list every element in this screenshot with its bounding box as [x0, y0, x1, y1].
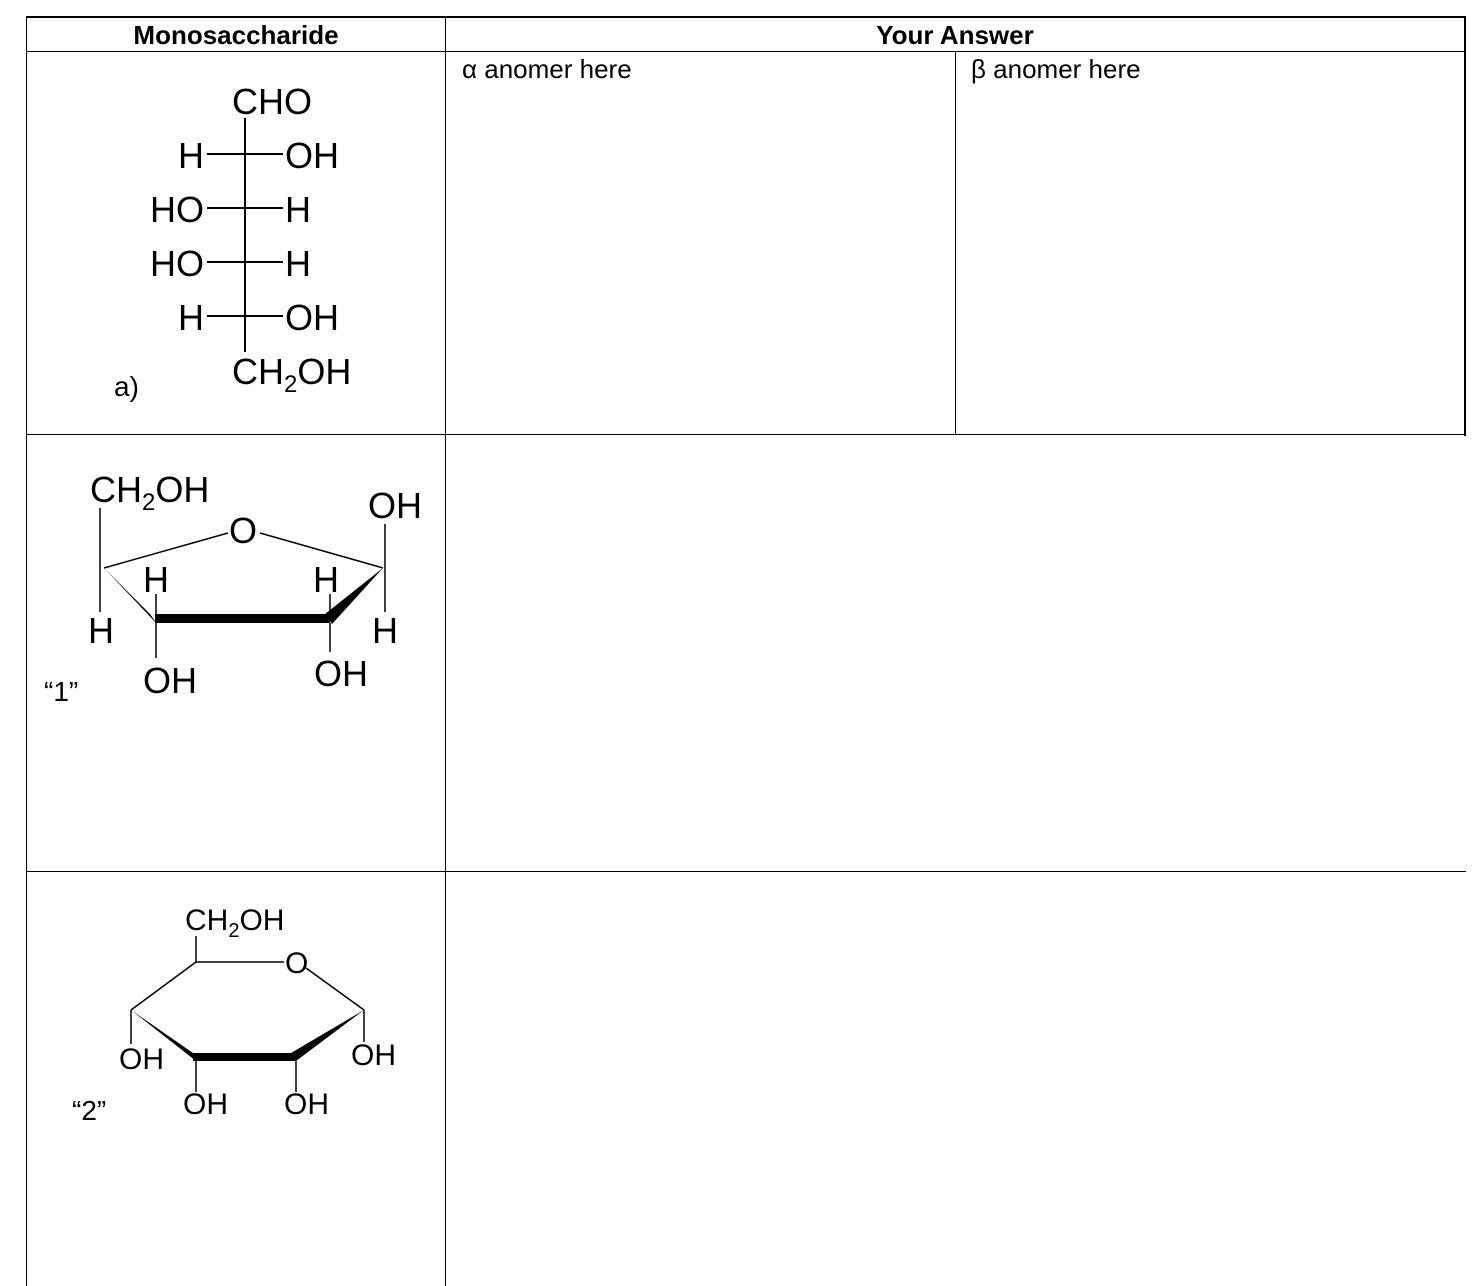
furanose-h-c1: H	[372, 610, 398, 651]
furanose-h-c4: H	[88, 610, 114, 651]
row-1-label: “1”	[44, 676, 79, 707]
pyranose-ring-o: O	[285, 947, 309, 980]
fischer-right-1: OH	[285, 135, 339, 176]
haworth-pyranose-2	[72, 904, 396, 1126]
furanose-anomeric-oh: OH	[368, 485, 422, 526]
haworth-furanose-1	[44, 469, 422, 707]
fischer-projection-a	[114, 81, 351, 402]
row-a-label: a)	[114, 371, 139, 402]
fischer-right-3: H	[285, 243, 311, 284]
pyranose-bond-c5-c4	[131, 962, 196, 1010]
furanose-h-c3: H	[143, 559, 169, 600]
fischer-left-3: HO	[150, 243, 204, 284]
furanose-oh-c2: OH	[314, 653, 368, 694]
furanose-ring-o: O	[229, 510, 258, 551]
row-2-label: “2”	[72, 1095, 107, 1126]
pyranose-oh-c4: OH	[119, 1043, 164, 1076]
furanose-ch2oh: $CH_2OH$	[90, 469, 210, 516]
pyranose-oh-c1: OH	[351, 1039, 396, 1072]
alpha-anomer-label: α anomer here	[462, 54, 632, 84]
fischer-top-cho: CHO	[232, 81, 312, 122]
furanose-oh-c3: OH	[143, 660, 197, 701]
header-your-answer: Your Answer	[876, 20, 1034, 50]
pyranose-ch2oh: $CH_2OH$	[185, 904, 285, 942]
beta-anomer-label: β anomer here	[971, 54, 1141, 84]
fischer-left-1: H	[178, 135, 204, 176]
pyranose-front-bond	[193, 1053, 296, 1061]
pyranose-oh-c2: OH	[284, 1088, 329, 1121]
fischer-right-4: OH	[285, 297, 339, 338]
fischer-bottom-ch2oh: $CH_2OH$	[232, 351, 352, 398]
fischer-left-4: H	[178, 297, 204, 338]
furanose-front-bond	[155, 614, 330, 623]
pyranose-oh-c3: OH	[183, 1088, 228, 1121]
fischer-left-2: HO	[150, 189, 204, 230]
fischer-right-2: H	[285, 189, 311, 230]
header-monosaccharide: Monosaccharide	[133, 20, 339, 50]
furanose-h-c2: H	[313, 559, 339, 600]
pyranose-bond-o-c1	[306, 968, 364, 1010]
